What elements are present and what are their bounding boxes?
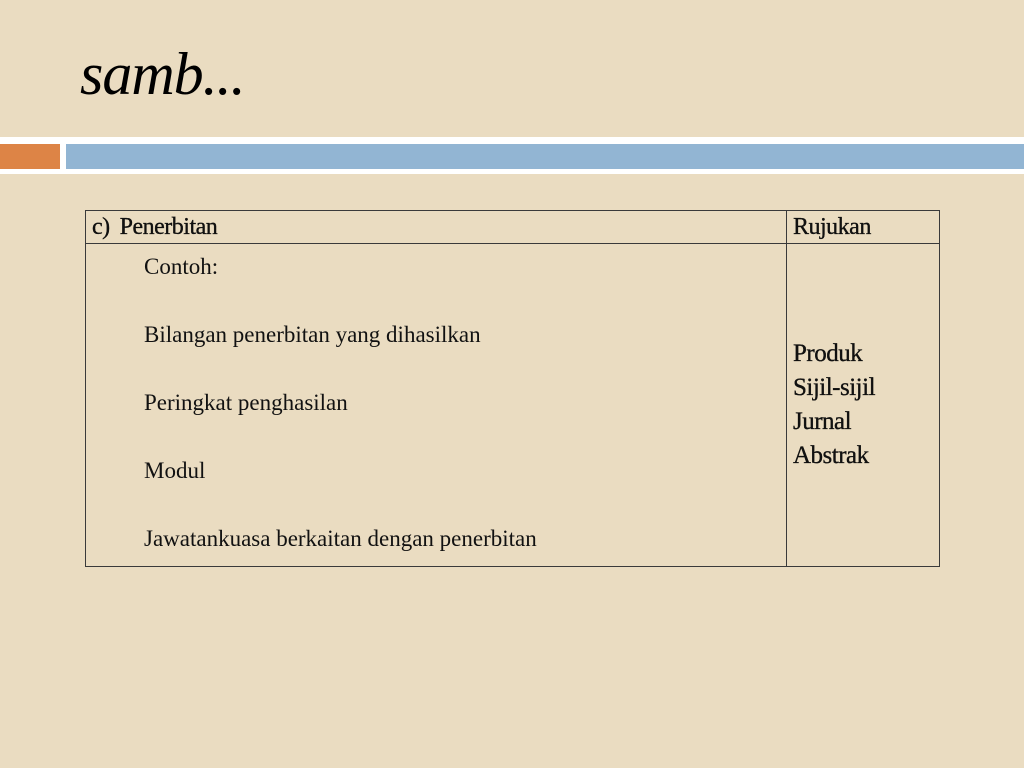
example-item: Jawatankuasa berkaitan dengan penerbitan bbox=[144, 526, 537, 551]
reference-item: Produk bbox=[793, 340, 863, 367]
examples-lead: Contoh: bbox=[144, 254, 219, 279]
reference-item: Jurnal bbox=[793, 408, 852, 435]
spacer bbox=[144, 352, 786, 386]
accent-bar-blue bbox=[66, 144, 1024, 169]
content-table bbox=[85, 210, 940, 567]
reference-item: Abstrak bbox=[793, 442, 869, 469]
spacer bbox=[144, 284, 786, 318]
section-prefix: c) bbox=[92, 214, 110, 240]
reference-header-cell bbox=[787, 211, 940, 244]
table-body-row bbox=[86, 244, 940, 567]
reference-label: Rujukan bbox=[793, 214, 871, 240]
spacer bbox=[144, 420, 786, 454]
section-header-cell bbox=[86, 211, 787, 244]
example-item: Bilangan penerbitan yang dihasilkan bbox=[144, 322, 481, 347]
section-label: Penerbitan bbox=[119, 214, 218, 240]
reference-item: Sijil-sijil bbox=[793, 374, 876, 401]
accent-bar-orange bbox=[0, 144, 60, 169]
example-item: Modul bbox=[144, 458, 206, 483]
examples-list bbox=[86, 250, 786, 556]
slide-title: samb... bbox=[80, 41, 245, 107]
examples-cell bbox=[86, 244, 787, 567]
example-item: Peringkat penghasilan bbox=[144, 390, 348, 415]
table-header-row bbox=[86, 211, 940, 244]
references-cell bbox=[787, 244, 940, 567]
spacer bbox=[144, 488, 786, 522]
references-list bbox=[793, 337, 933, 473]
